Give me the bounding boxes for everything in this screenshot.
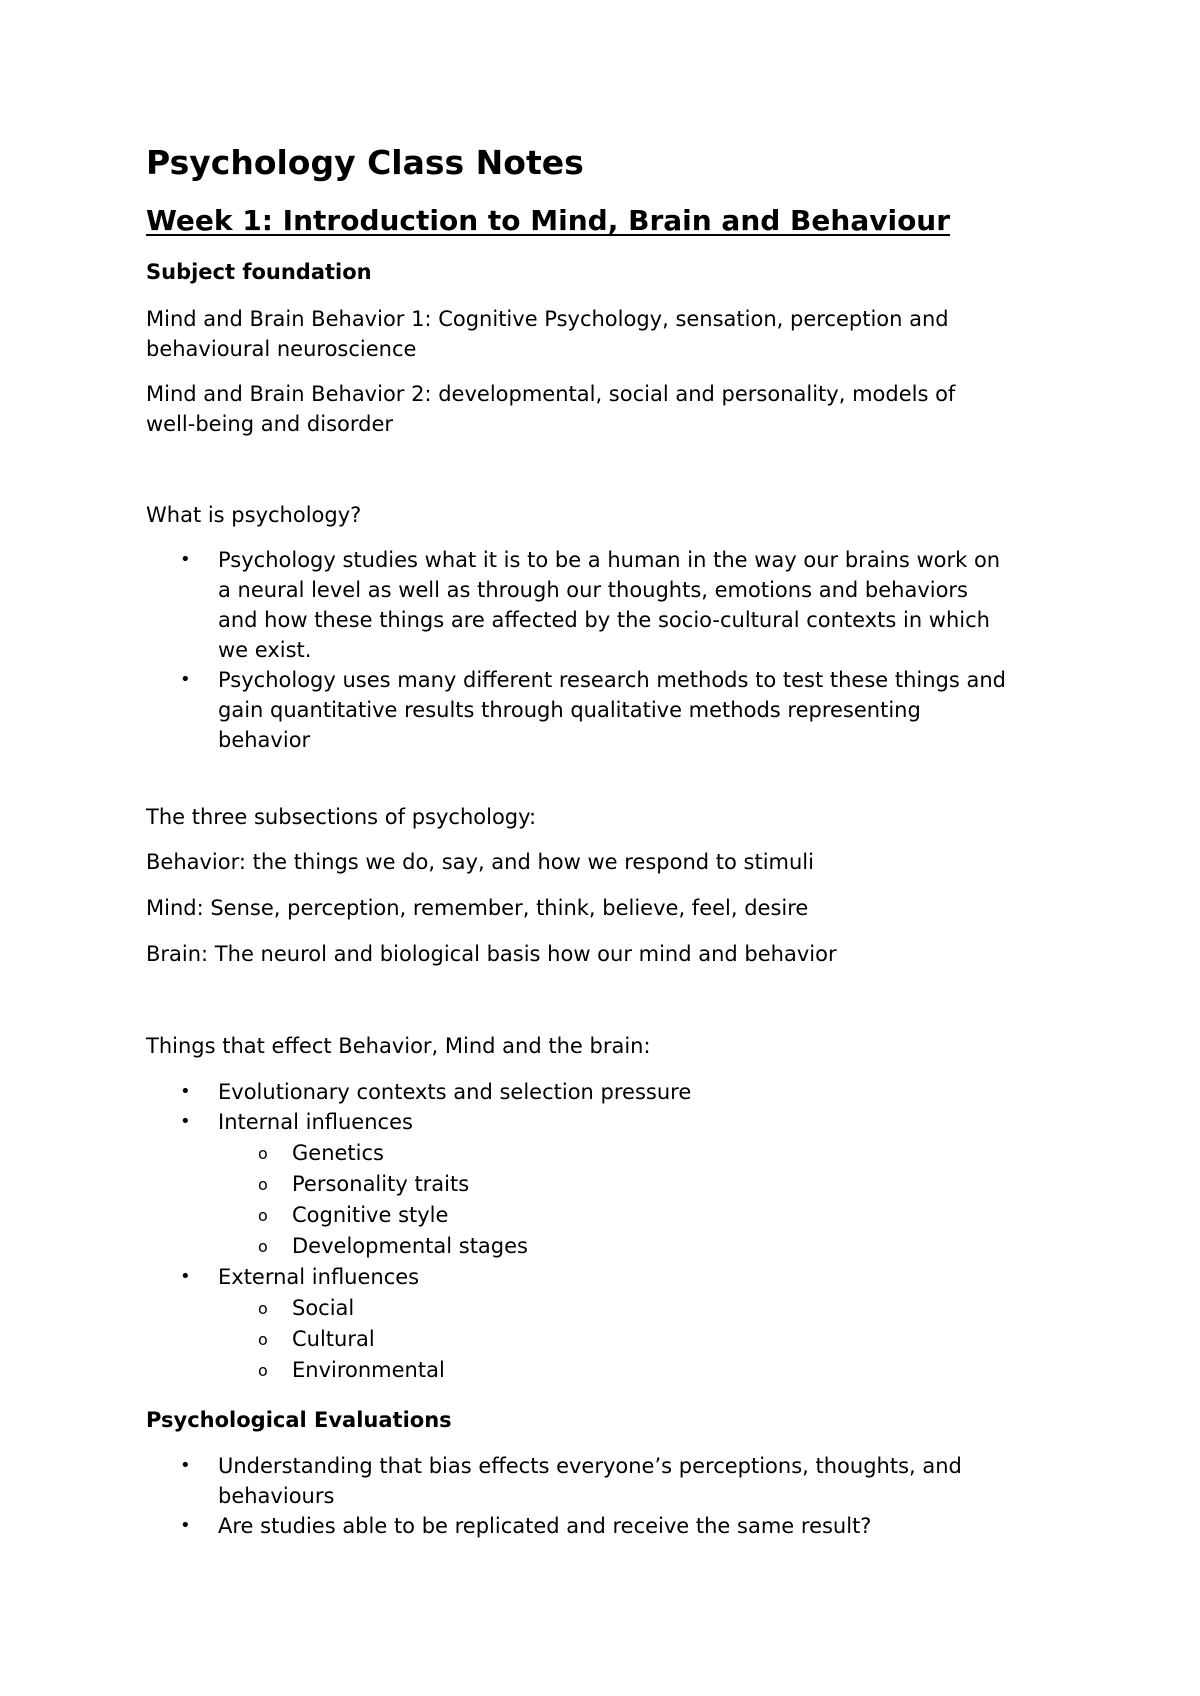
week-heading: Week 1: Introduction to Mind, Brain and Behaviour [146,204,951,237]
foundation-paragraph-2-line-2: well-being and disorder [146,412,394,436]
sub-bullet-icon: o [258,1237,268,1256]
sub-bullet-text: Social [292,1296,355,1320]
evaluations-heading: Psychological Evaluations [146,1408,452,1432]
bullet-icon: • [180,1111,191,1132]
bullet-continuation: behaviours [218,1484,335,1508]
sub-bullet-icon: o [258,1144,268,1163]
sub-list-item [258,1293,355,1323]
list-item [180,665,1007,695]
bullet-continuation: behavior [218,728,311,752]
bullet-icon: • [180,1455,191,1476]
list-item [180,545,1001,575]
bullet-text: Understanding that bias effects everyone’s perceptions, thoughts, and [218,1454,962,1478]
sub-bullet-icon: o [258,1330,268,1349]
sub-list-item [258,1200,449,1230]
sub-bullet-icon: o [258,1299,268,1318]
bullet-continuation: and how these things are affected by the socio-cultural contexts in which [218,608,990,632]
bullet-text: Psychology studies what it is to be a human in the way our brains work on [218,548,1001,572]
bullet-text: Internal influences [218,1110,413,1134]
foundation-paragraph-1-line-1: Mind and Brain Behavior 1: Cognitive Psychology, sensation, perception and [146,307,949,331]
list-item [180,1511,872,1541]
foundation-paragraph-1-line-2: behavioural neuroscience [146,337,417,361]
bullet-icon: • [180,549,191,570]
sub-bullet-icon: o [258,1206,268,1225]
list-item [180,1077,692,1107]
document-title: Psychology Class Notes [146,143,584,182]
sub-list-item [258,1231,528,1261]
sub-bullet-icon: o [258,1361,268,1380]
bullet-text: Psychology uses many different research methods to test these things and [218,668,1007,692]
subsection-mind: Mind: Sense, perception, remember, think, believe, feel, desire [146,896,809,920]
foundation-paragraph-2-line-1: Mind and Brain Behavior 2: developmental, social and personality, models of [146,382,956,406]
bullet-text: External influences [218,1265,420,1289]
sub-list-item [258,1138,384,1168]
list-item [180,1107,413,1137]
bullet-continuation: gain quantitative results through qualitative methods representing [218,698,921,722]
bullet-text: Evolutionary contexts and selection pressure [218,1080,692,1104]
what-is-psychology-question: What is psychology? [146,503,362,527]
bullet-continuation: we exist. [218,638,312,662]
sub-bullet-text: Cognitive style [292,1203,449,1227]
sub-bullet-text: Cultural [292,1327,375,1351]
list-item [180,1262,420,1292]
bullet-icon: • [180,1266,191,1287]
sub-bullet-text: Personality traits [292,1172,470,1196]
sub-list-item [258,1324,375,1354]
sub-list-item [258,1355,445,1385]
sub-bullet-text: Developmental stages [292,1234,528,1258]
subsection-behavior: Behavior: the things we do, say, and how we respond to stimuli [146,850,814,874]
list-item [180,1451,962,1481]
bullet-icon: • [180,669,191,690]
bullet-continuation: a neural level as well as through our thoughts, emotions and behaviors [218,578,969,602]
bullet-icon: • [180,1081,191,1102]
sub-bullet-text: Environmental [292,1358,445,1382]
effects-heading: Things that effect Behavior, Mind and the brain: [146,1034,651,1058]
sub-bullet-text: Genetics [292,1141,384,1165]
bullet-icon: • [180,1515,191,1536]
subsection-brain: Brain: The neurol and biological basis how our mind and behavior [146,942,837,966]
sub-list-item [258,1169,470,1199]
subject-foundation-heading: Subject foundation [146,260,372,284]
sub-bullet-icon: o [258,1175,268,1194]
subsections-heading: The three subsections of psychology: [146,805,537,829]
bullet-text: Are studies able to be replicated and receive the same result? [218,1514,872,1538]
